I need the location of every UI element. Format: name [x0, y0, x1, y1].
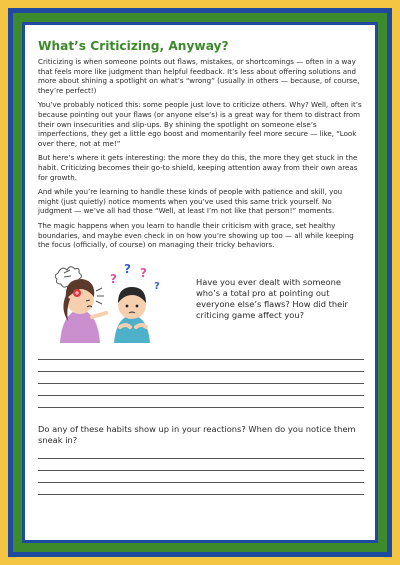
paragraph-definition: Criticizing is when someone points out flaws, mistakes, or shortcomings — often in a way that feels more like judgment than helpful feedback. It’s less about offering solutions and more about shining a spotlight on what’s “wrong” (usually in others — because, of course, they’re perfect!): [38, 57, 360, 95]
arguing-people-illustration: [50, 255, 170, 345]
question-mark-2: ?: [124, 261, 131, 276]
answer-line[interactable]: [38, 471, 364, 483]
answer-lines-2: [38, 448, 364, 495]
paragraph-why: You’ve probably noticed this: some people just love to criticize others. Why? Well, often it’s because pointing out your flaws (or anyone else’s) is a great way for them to distract from their own insecurities and slip-ups. By shining the spotlight on someone else’s imperfections, they get a little ego boost and momentarily feel more secure — like, “Look over there, not at me!”: [38, 100, 362, 148]
content-inner: [38, 39, 364, 495]
reflection-question-1: Have you ever dealt with someone who’s a total pro at pointing out everyone else’s flaws? How did their criticing game affect you?: [196, 276, 348, 320]
paragraph-self-reflection: And while you’re learning to handle these kinds of people with patience and skill, you might (just quietly) notice moments when you’ve used this same trick yourself. No judgment — we’ve all had those “Well, at least I’m not like that person!” moments.: [38, 187, 343, 216]
answer-line[interactable]: [38, 396, 364, 408]
page-title: What’s Criticizing, Anyway?: [38, 39, 229, 53]
answer-line[interactable]: [38, 448, 364, 460]
answer-line[interactable]: [38, 349, 364, 361]
paragraph-habit: But here’s where it gets interesting: the more they do this, the more they get stuck in the habit. Criticizing becomes their go-to shield, keeping attention away from their own areas for growth.: [38, 153, 358, 182]
answer-lines-1: [38, 349, 364, 408]
question-mark-3: ?: [140, 265, 147, 280]
illustration-question-row: [38, 255, 364, 347]
answer-line[interactable]: [38, 459, 364, 471]
answer-line[interactable]: [38, 384, 364, 396]
reflection-question-2: Do any of these habits show up in your reactions? When do you notice them sneak in?: [38, 423, 356, 445]
paragraph-magic: The magic happens when you learn to handle their criticism with grace, set healthy boundaries, and maybe even check in on how you’re showing up too — all while keeping the focus (officially, of course) on managing their tricky behaviors.: [38, 220, 354, 250]
answer-line[interactable]: [38, 483, 364, 495]
content-panel: [25, 25, 375, 540]
question-mark-4: ?: [154, 280, 160, 292]
answer-line[interactable]: [38, 360, 364, 372]
answer-line[interactable]: [38, 372, 364, 384]
question-mark-1: ?: [110, 271, 117, 286]
